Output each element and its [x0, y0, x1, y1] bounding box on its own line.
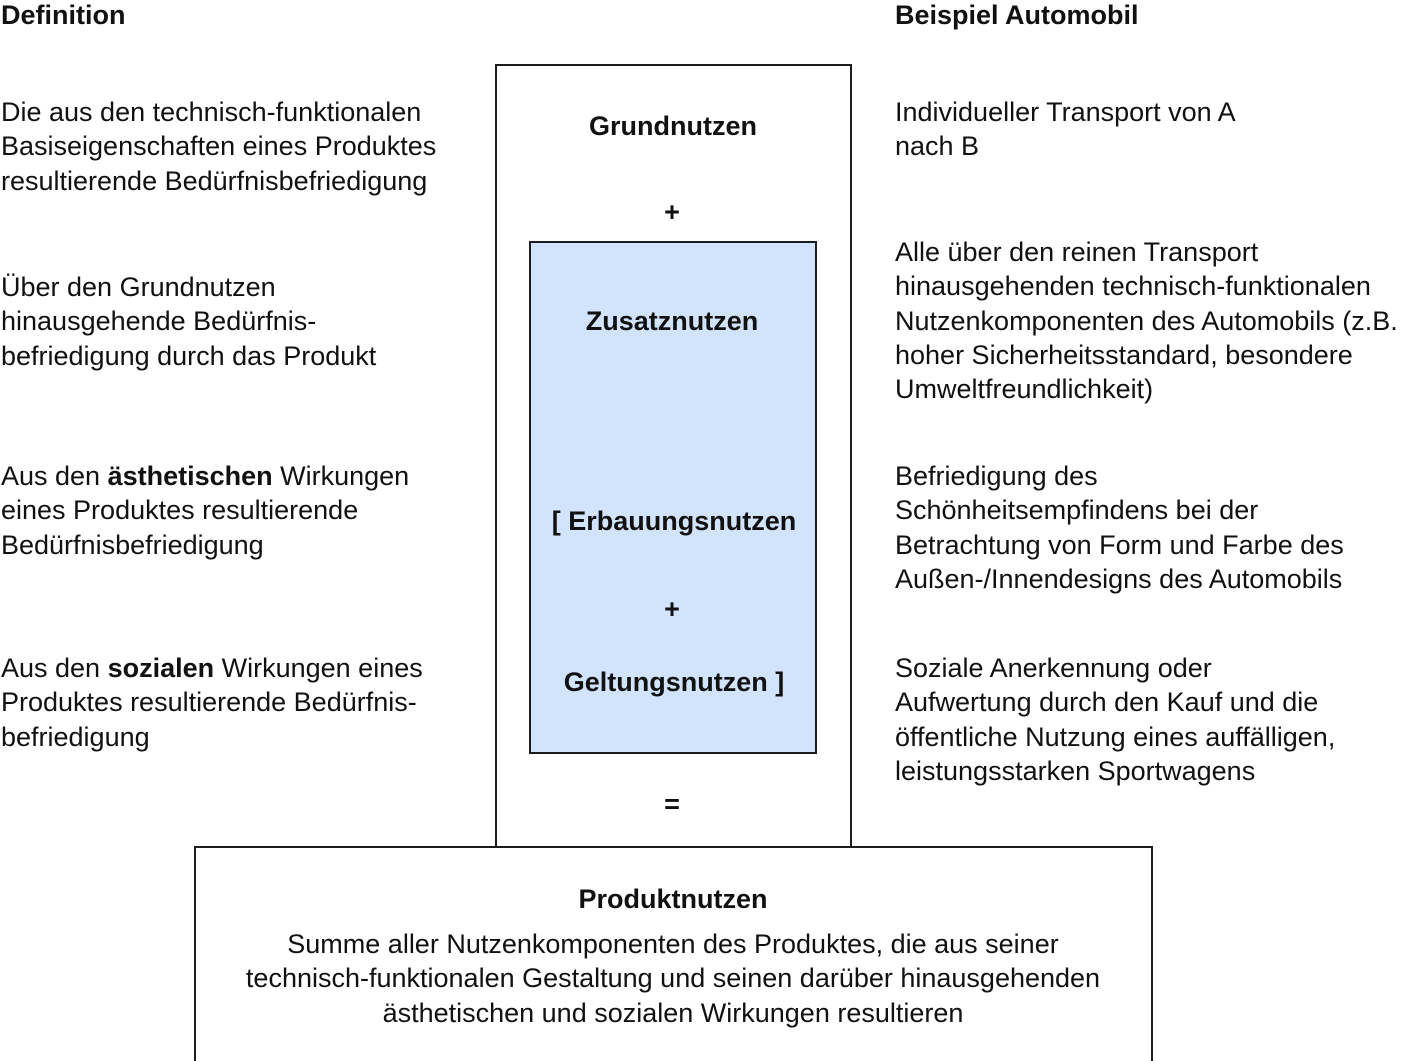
definition-text: Wirkungen eines [214, 653, 423, 683]
produktnutzen-line: technisch-funktionalen Gestaltung und seinen darüber hinausgehenden [245, 963, 1101, 994]
definition-geltungsnutzen [1, 651, 423, 754]
definition-line: befriedigung durch das Produkt [1, 340, 377, 371]
example-zusatznutzen [895, 235, 1398, 406]
example-line: Schönheitsempfindens bei der [895, 495, 1259, 526]
plus-sign-1: + [664, 197, 680, 227]
definition-line: befriedigung [1, 721, 150, 752]
definition-line [1, 651, 423, 685]
example-line: Betrachtung von Form und Farbe des [895, 529, 1344, 560]
definition-emphasis: ästhetischen [107, 461, 273, 491]
example-header: Beispiel Automobil [895, 0, 1139, 30]
definition-text: Aus den [1, 653, 108, 683]
example-line: Befriedigung des [895, 461, 1098, 491]
example-line: Alle über den reinen Transport [895, 237, 1259, 267]
produktnutzen-description [246, 927, 1100, 1030]
example-line: Umweltfreundlichkeit) [895, 374, 1154, 405]
example-line: Aufwertung durch den Kauf und die [895, 687, 1319, 718]
definition-line: Produktes resultierende Bedürfnis- [1, 687, 417, 718]
equals-sign: = [664, 789, 680, 819]
example-line: öffentliche Nutzung eines auffälligen, [895, 721, 1336, 752]
produktnutzen-title: Produktnutzen [578, 884, 768, 914]
example-line: hinausgehenden technisch-funktionalen [895, 271, 1371, 302]
example-line: Nutzenkomponenten des Automobils (z.B. [895, 305, 1398, 336]
example-erbauungsnutzen [895, 459, 1344, 596]
definition-text: Wirkungen [272, 461, 410, 491]
definition-zusatznutzen [1, 270, 376, 373]
example-line: nach B [895, 131, 980, 162]
plus-sign-2: + [664, 594, 680, 624]
grundnutzen-label: Grundnutzen [589, 111, 757, 141]
definition-line: hinausgehende Bedürfnis- [1, 306, 317, 337]
definition-emphasis: sozialen [107, 653, 215, 683]
definition-line: Bedürfnisbefriedigung [1, 529, 264, 560]
definition-line: resultierende Bedürfnisbefriedigung [1, 165, 428, 196]
example-line: Individueller Transport von A [895, 97, 1236, 127]
definition-line: Über den Grundnutzen [1, 272, 276, 302]
produktnutzen-line: ästhetischen und sozialen Wirkungen resultieren [382, 997, 964, 1028]
definition-erbauungsnutzen [1, 459, 409, 562]
zusatznutzen-label: Zusatznutzen [585, 306, 759, 336]
geltungsnutzen-label: Geltungsnutzen ] [563, 667, 785, 697]
example-line: Außen-/Innendesigns des Automobils [895, 563, 1343, 594]
definition-line: Basiseigenschaften eines Produktes [1, 131, 437, 162]
definition-line [1, 459, 409, 493]
example-line: hoher Sicherheitsstandard, besondere [895, 339, 1353, 370]
definition-header: Definition [1, 0, 126, 30]
definition-line: Die aus den technisch-funktionalen [1, 97, 422, 127]
produktnutzen-line: Summe aller Nutzenkomponenten des Produktes, die aus seiner [287, 929, 1059, 959]
example-line: leistungsstarken Sportwagens [895, 755, 1256, 786]
example-grundnutzen [895, 95, 1236, 164]
definition-text: Aus den [1, 461, 108, 491]
erbauungsnutzen-label: [ Erbauungsnutzen [551, 506, 797, 536]
definition-grundnutzen [1, 95, 436, 198]
definition-line: eines Produktes resultierende [1, 495, 359, 526]
example-geltungsnutzen [895, 651, 1335, 788]
example-line: Soziale Anerkennung oder [895, 653, 1212, 683]
